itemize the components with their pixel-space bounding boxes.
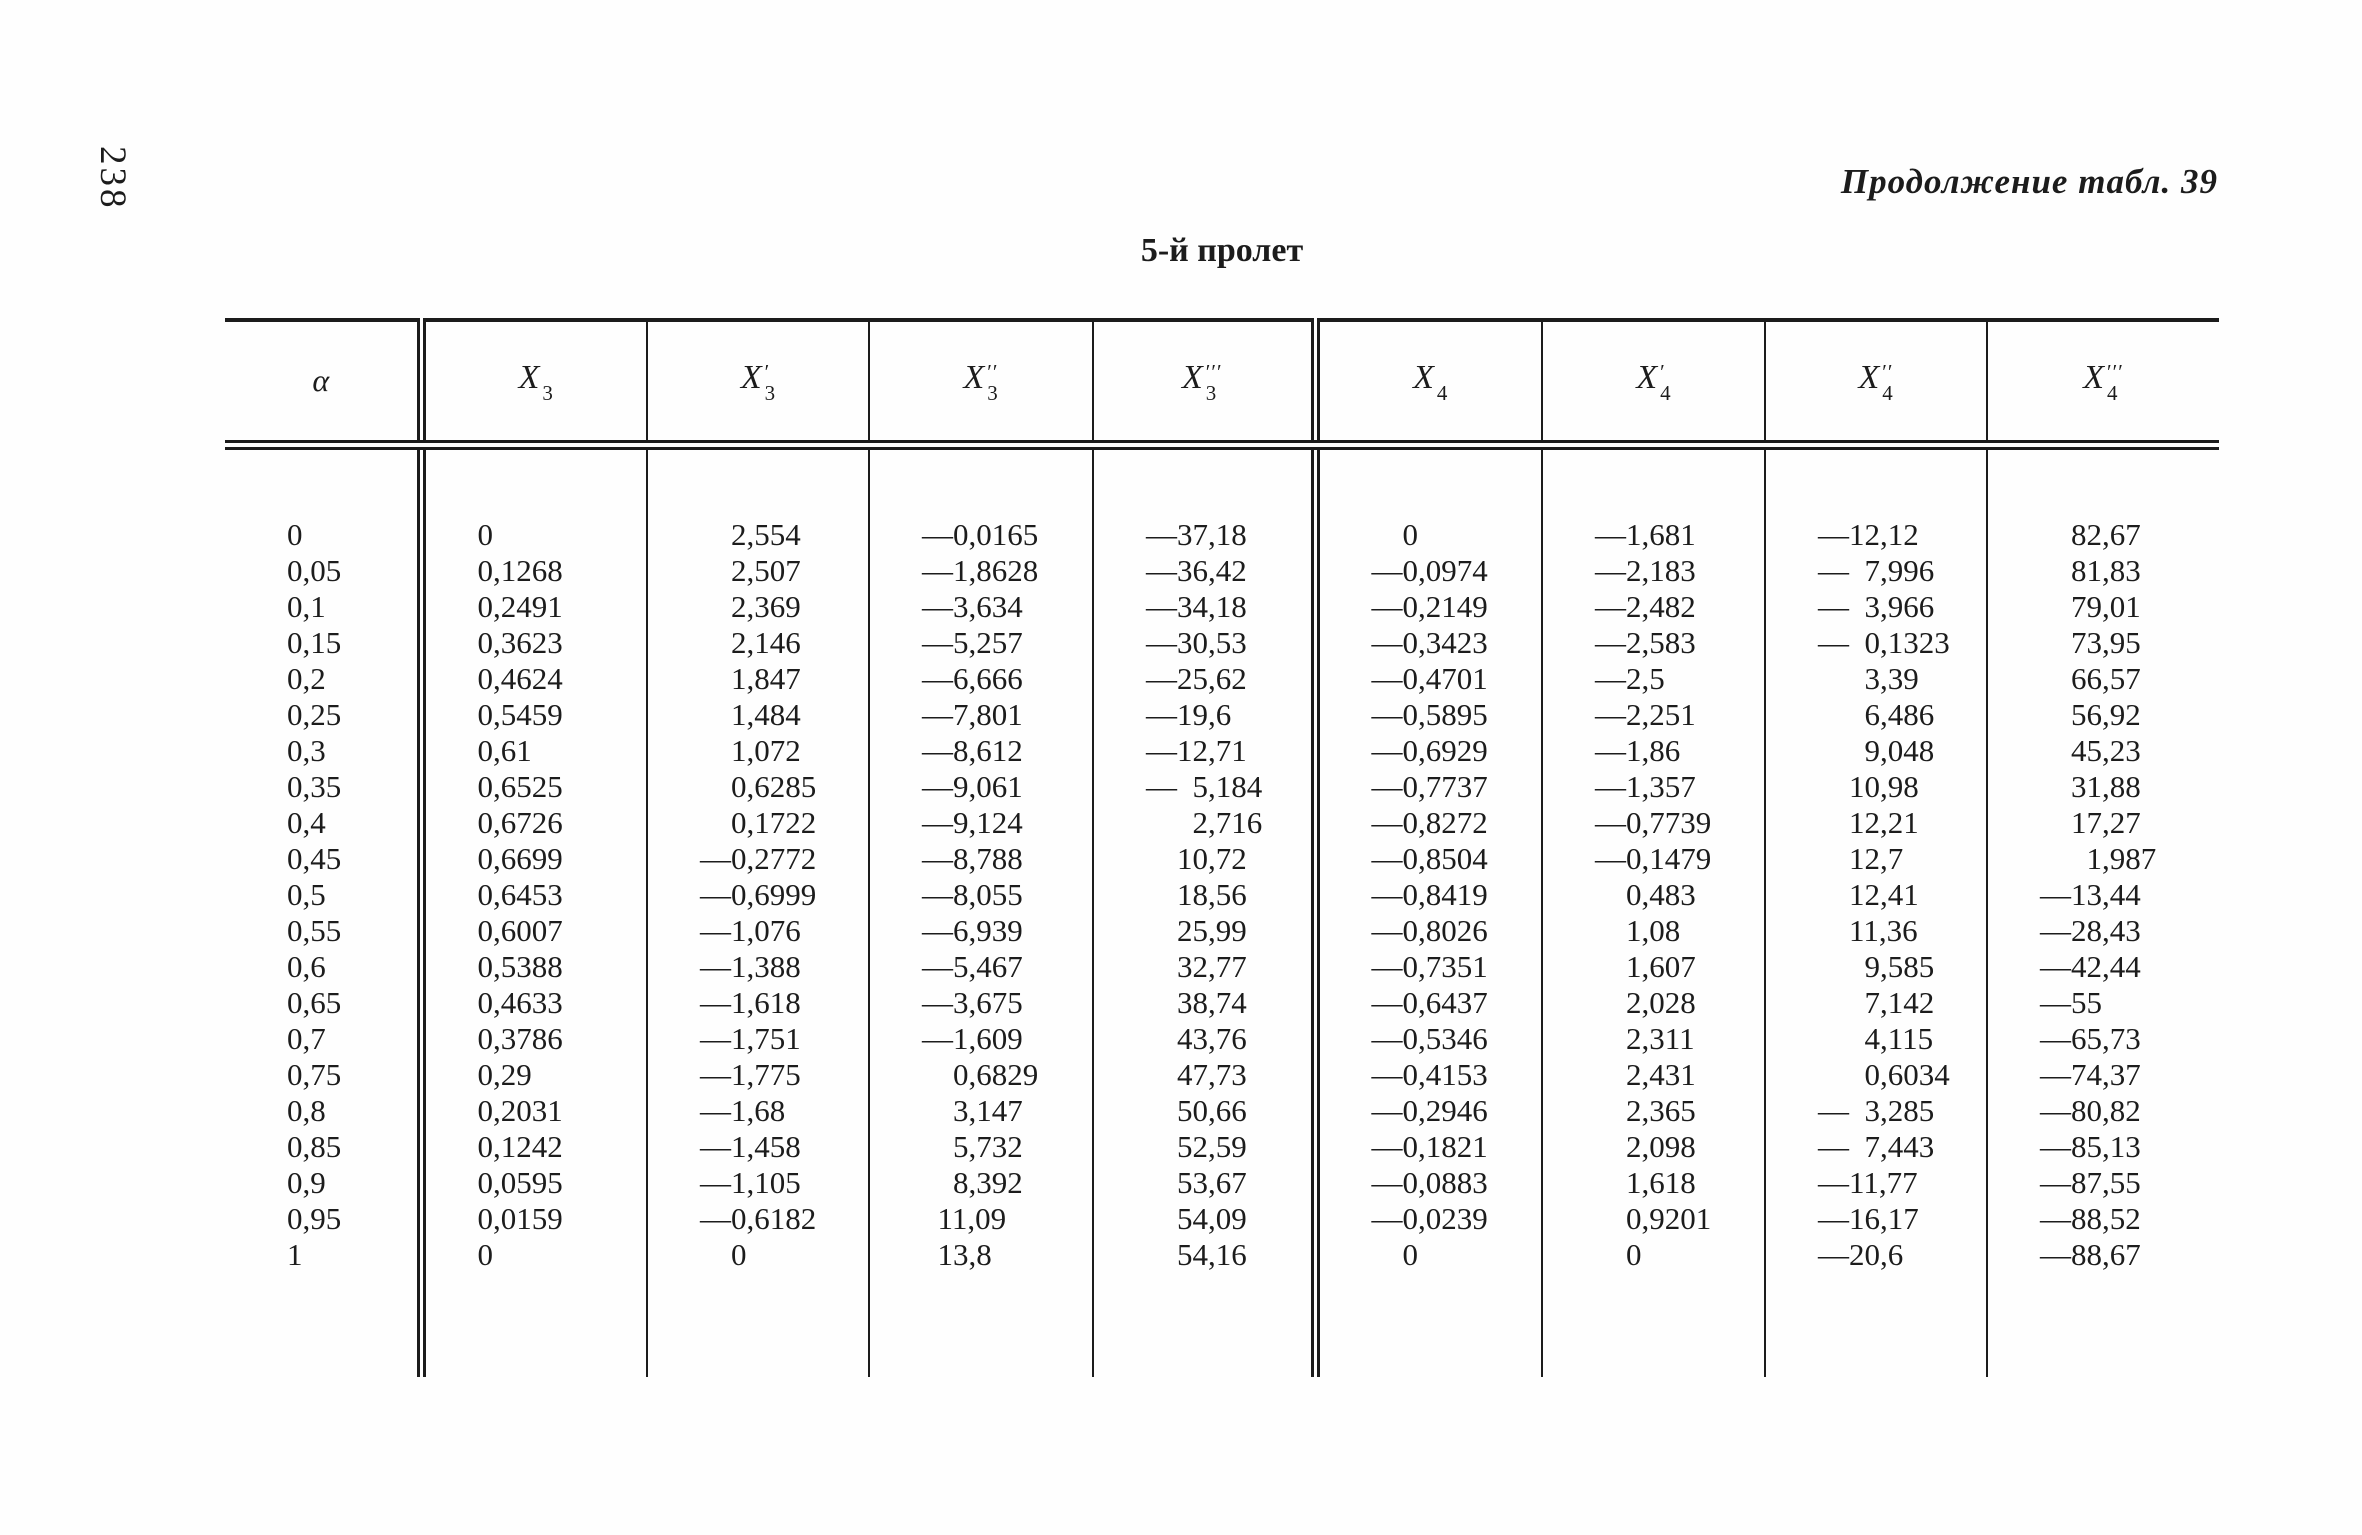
table-cell: —8,055 (869, 877, 1093, 913)
table-cell: —1,357 (1542, 769, 1765, 805)
table-row (225, 805, 2219, 841)
table-cell: 50,66 (1093, 1093, 1315, 1129)
table-cell: —1,105 (647, 1165, 869, 1201)
table-cell: 1,08 (1542, 913, 1765, 949)
table-cell: —1,68 (647, 1093, 869, 1129)
table-row (225, 841, 2219, 877)
table-cell: —65,73 (2040, 1021, 2141, 1056)
table-cell: 0,6829 (869, 1057, 1093, 1093)
table-cell: 12,7 (1765, 841, 1987, 877)
table-cell: 2,365 (1542, 1093, 1765, 1129)
table-cell: —37,18 (1093, 517, 1315, 553)
table-cell: —34,18 (1093, 589, 1315, 625)
table-cell: 0,6285 (647, 769, 869, 805)
table-title: 5-й пролет (1140, 232, 1304, 269)
table-cell: 82,67 (2040, 517, 2141, 552)
table-cell: —0,1479 (1542, 841, 1765, 877)
spacer-cell (1093, 1273, 1315, 1377)
table-cell: 10,72 (1093, 841, 1315, 877)
table-cell: —1,076 (647, 913, 869, 949)
table-cell: 0,5459 (421, 697, 647, 733)
variable-symbol: X ′′′ 3 (1181, 358, 1223, 405)
table-cell: —0,7737 (1315, 769, 1542, 805)
table-cell: —1,86 (1542, 733, 1765, 769)
spacer-cell (225, 445, 421, 517)
table-cell: 0,7 (225, 1021, 421, 1057)
table-cell: —1,8628 (869, 553, 1093, 589)
table-cell: —80,82 (2040, 1093, 2141, 1128)
table-cell: —0,8026 (1315, 913, 1542, 949)
table-cell: 0 (225, 517, 421, 553)
spacer-cell (1315, 445, 1542, 517)
table-cell: 0,2 (225, 661, 421, 697)
table-cell: — 3,966 (1765, 589, 1987, 625)
table-cell: —3,675 (869, 985, 1093, 1021)
table-cell: 54,16 (1093, 1237, 1315, 1273)
table-cell: —28,43 (2040, 913, 2141, 948)
table-row (225, 661, 2219, 697)
table-cell: —36,42 (1093, 553, 1315, 589)
table-row (225, 553, 2219, 589)
table-cell: 32,77 (1093, 949, 1315, 985)
table-cell: 12,41 (1765, 877, 1987, 913)
table-cell: —0,0239 (1315, 1201, 1542, 1237)
table-row (225, 1021, 2219, 1057)
table-row (225, 733, 2219, 769)
column-header-x3-triple-prime (1093, 320, 1315, 445)
table-cell: 6,486 (1765, 697, 1987, 733)
table-cell: 0,9201 (1542, 1201, 1765, 1237)
variable-symbol: X 3 (518, 358, 553, 405)
table-row (225, 1201, 2219, 1237)
table-cell: 0,3623 (421, 625, 647, 661)
table-cell: —1,388 (647, 949, 869, 985)
table-cell: 0 (421, 1237, 647, 1273)
spacer-cell (1987, 1273, 2219, 1377)
column-header-x3 (421, 320, 647, 445)
table-cell: 2,028 (1542, 985, 1765, 1021)
table-cell: —0,6929 (1315, 733, 1542, 769)
table-cell: 0,5 (225, 877, 421, 913)
spacer-cell (421, 1273, 647, 1377)
table-cell: 2,369 (647, 589, 869, 625)
table-header-row (225, 320, 2219, 445)
table-cell: 11,09 (869, 1201, 1093, 1237)
table-cell: —1,618 (647, 985, 869, 1021)
table-row (225, 1237, 2219, 1273)
spacer-cell (421, 445, 647, 517)
table-cell: 0,3 (225, 733, 421, 769)
variable-symbol: X ′ 4 (1636, 358, 1671, 405)
table-cell: —13,44 (2040, 877, 2141, 912)
table-cell: —0,5895 (1315, 697, 1542, 733)
spacer-cell (1093, 445, 1315, 517)
table-cell: 81,83 (2040, 553, 2141, 588)
table-cell: 0,0159 (421, 1201, 647, 1237)
variable-symbol: X 4 (1413, 358, 1448, 405)
data-table (225, 318, 2219, 1377)
table-cell: —0,8419 (1315, 877, 1542, 913)
column-header-x4 (1315, 320, 1542, 445)
spacer-cell (1542, 445, 1765, 517)
table-cell: 1,484 (647, 697, 869, 733)
table-row (225, 1129, 2219, 1165)
table-cell: 0,1242 (421, 1129, 647, 1165)
table-cell: —0,6437 (1315, 985, 1542, 1021)
table-cell: 0,5388 (421, 949, 647, 985)
table-cell: 79,01 (2040, 589, 2141, 624)
table-cell: — 7,996 (1765, 553, 1987, 589)
spacer-row (225, 445, 2219, 517)
table-cell: — 0,1323 (1765, 625, 1987, 661)
table-cell: 3,39 (1765, 661, 1987, 697)
table-cell: —1,458 (647, 1129, 869, 1165)
variable-symbol: X ′ 3 (740, 358, 776, 405)
table-continuation-caption: Продолжение табл. 39 (1840, 162, 2218, 201)
table-cell: 0,95 (225, 1201, 421, 1237)
table-cell: —1,751 (647, 1021, 869, 1057)
table-cell: 0,4 (225, 805, 421, 841)
table-cell: 17,27 (2040, 805, 2141, 840)
table-cell: 54,09 (1093, 1201, 1315, 1237)
table-cell: 0,6 (225, 949, 421, 985)
table-cell: 0,1722 (647, 805, 869, 841)
table-cell: 0,45 (225, 841, 421, 877)
spacer-cell (1765, 1273, 1987, 1377)
column-header-x4-prime (1542, 320, 1765, 445)
table-cell: —6,939 (869, 913, 1093, 949)
table-cell: —2,251 (1542, 697, 1765, 733)
table-cell: 0,4624 (421, 661, 647, 697)
table-cell: 0,61 (421, 733, 647, 769)
table-row (225, 913, 2219, 949)
table-cell: 0,25 (225, 697, 421, 733)
table-cell: —0,4153 (1315, 1057, 1542, 1093)
spacer-cell (1987, 445, 2219, 517)
table-cell: —1,681 (1542, 517, 1765, 553)
table-cell: 0,6034 (1765, 1057, 1987, 1093)
table-row (225, 769, 2219, 805)
table-cell: 18,56 (1093, 877, 1315, 913)
spacer-cell (1315, 1273, 1542, 1377)
table-cell: 8,392 (869, 1165, 1093, 1201)
spacer-cell (869, 1273, 1093, 1377)
table-cell: —0,2946 (1315, 1093, 1542, 1129)
table-cell: —2,583 (1542, 625, 1765, 661)
table-cell: 73,95 (2040, 625, 2141, 660)
spacer-row (225, 1273, 2219, 1377)
table-cell: 2,431 (1542, 1057, 1765, 1093)
table-cell: 0,75 (225, 1057, 421, 1093)
table-cell: 0 (421, 517, 647, 553)
table-cell: 11,36 (1765, 913, 1987, 949)
table-cell: —25,62 (1093, 661, 1315, 697)
table-cell: 0,2491 (421, 589, 647, 625)
table-cell: —8,788 (869, 841, 1093, 877)
table-cell: —0,2772 (647, 841, 869, 877)
table-cell: 0,6726 (421, 805, 647, 841)
table-cell: 2,554 (647, 517, 869, 553)
table-cell: 0,9 (225, 1165, 421, 1201)
table-cell: 7,142 (1765, 985, 1987, 1021)
table-cell: —1,775 (647, 1057, 869, 1093)
table-cell: 0,1 (225, 589, 421, 625)
table-cell: —74,37 (2040, 1057, 2141, 1092)
table-cell: 0 (1315, 517, 1542, 553)
table-row (225, 517, 2219, 553)
table-cell: —0,6182 (647, 1201, 869, 1237)
table-cell: 0,1268 (421, 553, 647, 589)
table-cell: —87,55 (2040, 1165, 2141, 1200)
table-cell: 0,3786 (421, 1021, 647, 1057)
table-row (225, 697, 2219, 733)
column-header-x4-triple-prime (1987, 320, 2219, 445)
table-cell: — 5,184 (1093, 769, 1315, 805)
table-cell: —30,53 (1093, 625, 1315, 661)
table-cell: 53,67 (1093, 1165, 1315, 1201)
table-cell: 5,732 (869, 1129, 1093, 1165)
spacer-cell (647, 1273, 869, 1377)
table-cell: —6,666 (869, 661, 1093, 697)
table-row (225, 625, 2219, 661)
table-row (225, 1093, 2219, 1129)
table-cell: —2,5 (1542, 661, 1765, 697)
table-cell: 1 (225, 1237, 421, 1273)
variable-symbol: α (312, 362, 330, 398)
column-header-x4-double-prime (1765, 320, 1987, 445)
table-cell: —0,3423 (1315, 625, 1542, 661)
table-cell: —0,8504 (1315, 841, 1542, 877)
spacer-cell (869, 445, 1093, 517)
table-row (225, 589, 2219, 625)
table-cell: —8,612 (869, 733, 1093, 769)
table-cell: —5,257 (869, 625, 1093, 661)
table-cell: 9,585 (1765, 949, 1987, 985)
table-cell: —88,52 (2040, 1201, 2141, 1236)
table-cell: —11,77 (1765, 1165, 1987, 1201)
spacer-cell (1542, 1273, 1765, 1377)
table-cell: 43,76 (1093, 1021, 1315, 1057)
table-cell: —2,482 (1542, 589, 1765, 625)
table-cell: —20,6 (1765, 1237, 1987, 1273)
table-cell: 0,2031 (421, 1093, 647, 1129)
table-cell: —85,13 (2040, 1129, 2141, 1164)
table-cell: 38,74 (1093, 985, 1315, 1021)
table-cell: 45,23 (2040, 733, 2141, 768)
table-cell: 52,59 (1093, 1129, 1315, 1165)
table-cell: 2,716 (1093, 805, 1315, 841)
table-cell: 9,048 (1765, 733, 1987, 769)
table-cell: 1,618 (1542, 1165, 1765, 1201)
table-cell: 0,05 (225, 553, 421, 589)
table-cell: 0,65 (225, 985, 421, 1021)
table-cell: 3,147 (869, 1093, 1093, 1129)
table-cell: —42,44 (2040, 949, 2141, 984)
table-cell: 0 (1542, 1237, 1765, 1273)
table-cell: —0,4701 (1315, 661, 1542, 697)
table-cell: 0,0595 (421, 1165, 647, 1201)
table-cell: —55 (2040, 985, 2102, 1020)
table-cell: 0 (647, 1237, 869, 1273)
table-cell: —5,467 (869, 949, 1093, 985)
table-cell: 1,072 (647, 733, 869, 769)
table-cell: —0,0974 (1315, 553, 1542, 589)
variable-symbol: X ′′′ 4 (2083, 358, 2124, 405)
table-cell: 25,99 (1093, 913, 1315, 949)
table-cell: 0,6525 (421, 769, 647, 805)
table-row (225, 877, 2219, 913)
table-cell: 0,29 (421, 1057, 647, 1093)
table-cell: —3,634 (869, 589, 1093, 625)
table-cell: —0,8272 (1315, 805, 1542, 841)
table-cell: 2,146 (647, 625, 869, 661)
table-cell: —19,6 (1093, 697, 1315, 733)
table-cell: 0,483 (1542, 877, 1765, 913)
variable-symbol: X ′′ 4 (1858, 358, 1894, 405)
table-row (225, 985, 2219, 1021)
table-cell: —2,183 (1542, 553, 1765, 589)
table-cell: 1,987 (2040, 841, 2157, 876)
table-cell: —0,0165 (869, 517, 1093, 553)
table-cell: —0,0883 (1315, 1165, 1542, 1201)
table-row (225, 949, 2219, 985)
table-cell: —9,124 (869, 805, 1093, 841)
column-header-x3-double-prime (869, 320, 1093, 445)
table-cell: —0,5346 (1315, 1021, 1542, 1057)
table-row (225, 1165, 2219, 1201)
table-cell: —9,061 (869, 769, 1093, 805)
table-row (225, 1057, 2219, 1093)
table-cell: 66,57 (2040, 661, 2141, 696)
data-table-region (225, 318, 2219, 1377)
table-cell: —0,7351 (1315, 949, 1542, 985)
table-cell: 1,847 (647, 661, 869, 697)
table-cell: —12,71 (1093, 733, 1315, 769)
table-cell: —0,2149 (1315, 589, 1542, 625)
table-cell: 0,6007 (421, 913, 647, 949)
table-cell: 0,6453 (421, 877, 647, 913)
page-number: 238 (92, 146, 133, 211)
table-cell: 31,88 (2040, 769, 2141, 804)
table-cell: —88,67 (2040, 1237, 2141, 1272)
variable-symbol: X ′′ 3 (963, 358, 999, 405)
table-cell: 0 (1315, 1237, 1542, 1273)
table-cell: 13,8 (869, 1237, 1093, 1273)
table-cell: 2,311 (1542, 1021, 1765, 1057)
table-cell: 0,8 (225, 1093, 421, 1129)
table-cell: —12,12 (1765, 517, 1987, 553)
column-header-x3-prime (647, 320, 869, 445)
table-cell: 0,6699 (421, 841, 647, 877)
spacer-cell (1765, 445, 1987, 517)
table-cell: 2,507 (647, 553, 869, 589)
table-cell: 0,4633 (421, 985, 647, 1021)
table-cell: —0,1821 (1315, 1129, 1542, 1165)
spacer-cell (225, 1273, 421, 1377)
table-cell: 56,92 (2040, 697, 2141, 732)
spacer-cell (647, 445, 869, 517)
table-cell: 1,607 (1542, 949, 1765, 985)
table-cell: —7,801 (869, 697, 1093, 733)
column-header-alpha (225, 320, 421, 445)
table-cell: 0,85 (225, 1129, 421, 1165)
table-cell: —0,7739 (1542, 805, 1765, 841)
table-cell: —0,6999 (647, 877, 869, 913)
table-cell: 0,55 (225, 913, 421, 949)
table-cell: — 3,285 (1765, 1093, 1987, 1129)
table-cell: 10,98 (1765, 769, 1987, 805)
table-cell: 0,35 (225, 769, 421, 805)
table-cell: — 7,443 (1765, 1129, 1987, 1165)
table-cell: 47,73 (1093, 1057, 1315, 1093)
table-cell: 12,21 (1765, 805, 1987, 841)
table-cell: —1,609 (869, 1021, 1093, 1057)
table-cell: 0,15 (225, 625, 421, 661)
table-cell: —16,17 (1765, 1201, 1987, 1237)
table-cell: 4,115 (1765, 1021, 1987, 1057)
table-cell: 2,098 (1542, 1129, 1765, 1165)
